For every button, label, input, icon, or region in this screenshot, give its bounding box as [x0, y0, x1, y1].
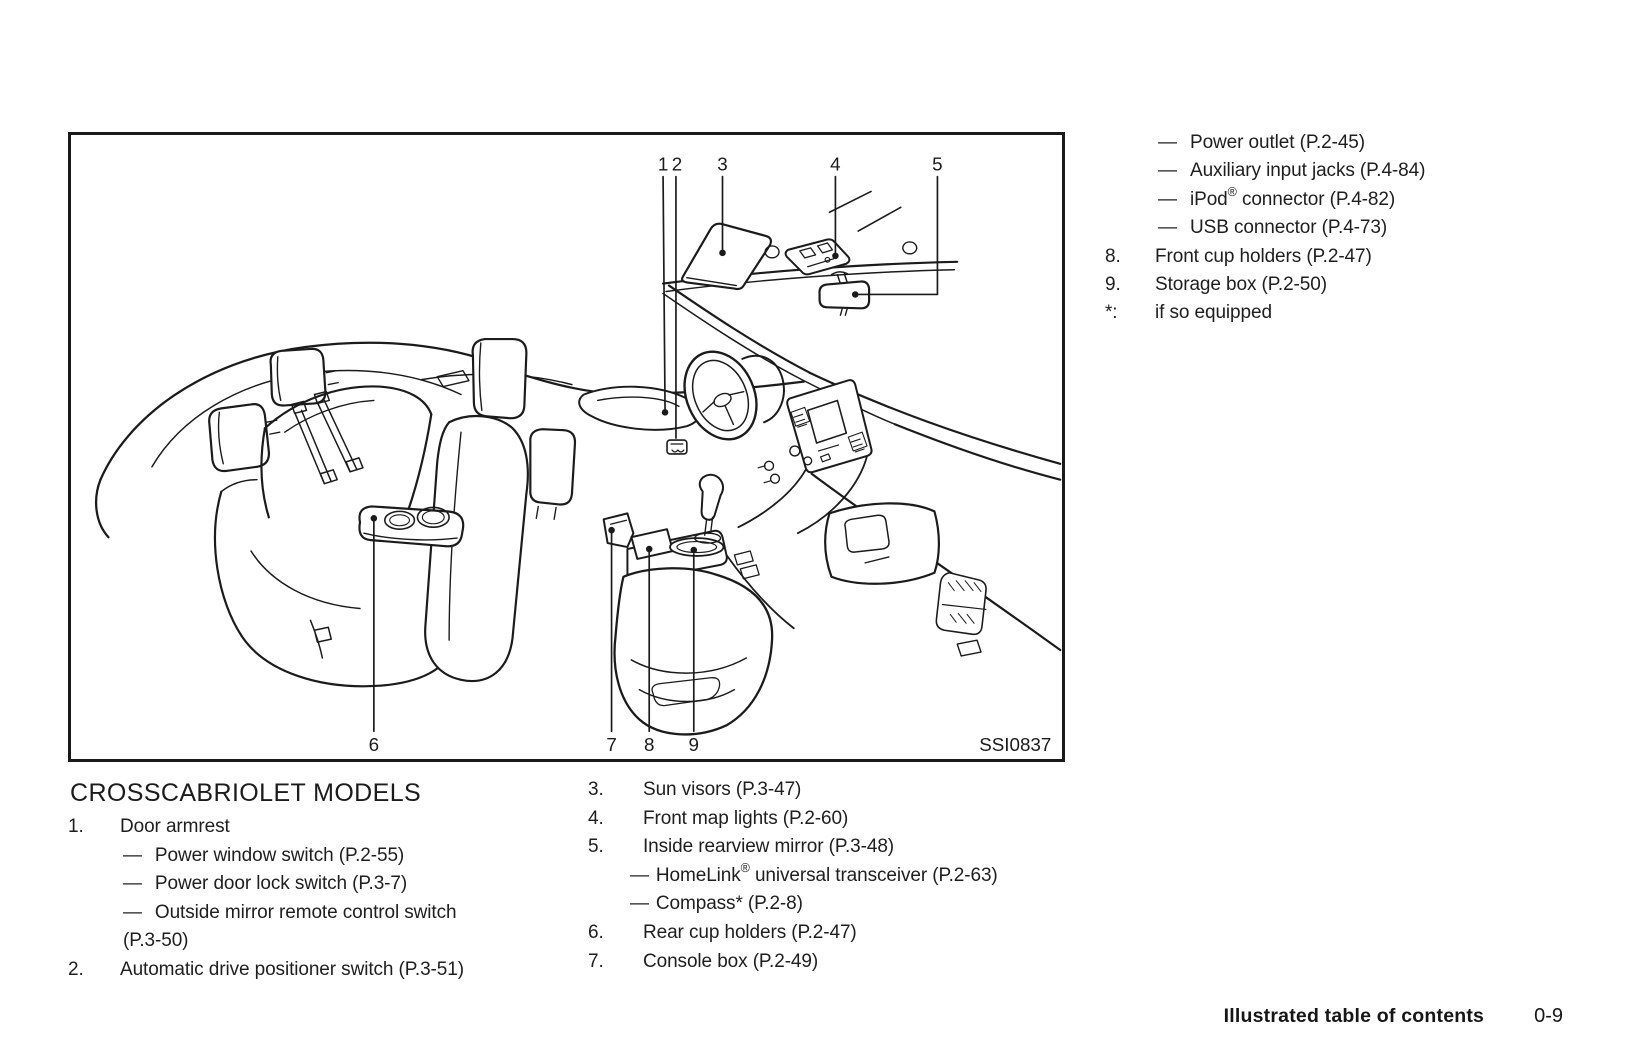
rear-armrest-cupholders: [359, 506, 463, 546]
number-marker: 5.: [588, 836, 604, 858]
figure-code: SSI0837: [979, 734, 1052, 756]
front-seats: [425, 339, 575, 681]
dash-marker: —: [1158, 132, 1177, 153]
list-item: [123, 899, 465, 956]
dash-marker: —: [1158, 160, 1177, 182]
callout-3: 3: [717, 153, 728, 175]
front-seatback: [425, 416, 528, 681]
list-item: [1105, 214, 1585, 242]
list-item-label: Storage box (P.2-50): [1155, 274, 1327, 296]
callout-8: 8: [643, 734, 655, 756]
list-item-label: Inside rearview mirror (P.3-48): [643, 836, 895, 858]
door-armrest: [579, 387, 699, 454]
list-item-label: Console box (P.2-49): [643, 950, 819, 972]
dash-marker: —: [123, 901, 142, 923]
side-vent: [936, 573, 986, 656]
list-item: [1105, 299, 1585, 327]
number-marker: 1.: [68, 816, 84, 837]
number-marker: 3.: [588, 779, 604, 800]
number-marker: 4.: [588, 807, 604, 829]
list-item: [588, 776, 1068, 805]
list-item-label: USB connector (P.4-73): [1190, 217, 1388, 239]
rearview-mirror: [819, 272, 869, 315]
list-item-label: Front cup holders (P.2-47): [1155, 245, 1372, 267]
list-item-label: Front map lights (P.2-60): [643, 807, 849, 829]
list-item-label: Power window switch (P.2-55): [154, 844, 405, 866]
callout-6: 6: [368, 734, 380, 756]
callout-2: 2: [671, 153, 683, 175]
number-marker: 8.: [1105, 245, 1121, 267]
front-headrest-right: [530, 429, 575, 504]
list-item-label: Rear cup holders (P.2-47): [643, 921, 857, 943]
list-item: [1105, 186, 1585, 214]
footer-title: Illustrated table of contents: [1223, 1005, 1485, 1027]
illustration-frame: [68, 132, 1065, 762]
dash-marker: —: [123, 873, 142, 894]
list-item: [123, 870, 465, 899]
callout-4: 4: [830, 153, 841, 175]
page-number: 0-9: [1534, 1005, 1563, 1027]
number-marker: 9.: [1105, 274, 1121, 296]
list-item: [630, 862, 1060, 891]
steering-wheel: [671, 340, 784, 451]
sun-visor: [682, 224, 779, 289]
list-item: [1105, 129, 1585, 157]
number-marker: 6.: [588, 921, 604, 943]
list-item-label: Outside mirror remote control switch (P.3-50): [123, 901, 457, 951]
list-item-label: Power door lock switch (P.3-7): [154, 873, 408, 894]
console-box-side: [604, 513, 634, 547]
rear-seat-belts: [292, 392, 363, 658]
page-footer: [1224, 1005, 1563, 1028]
callout-5: 5: [932, 153, 943, 175]
number-marker: 7.: [588, 950, 604, 972]
car-interior-illustration: [71, 135, 1062, 759]
list-item-label: Door armrest: [120, 816, 230, 837]
list-item: [630, 890, 1060, 919]
list-item: [588, 948, 1068, 977]
callout-1: 1: [657, 153, 669, 175]
list-item: [588, 833, 1068, 862]
dash-marker: —: [630, 893, 649, 915]
section-left-column: [68, 813, 498, 984]
shift-lever: [700, 475, 723, 520]
list-item-label: Sun visors (P.3-47): [643, 779, 802, 800]
registered-mark: ®: [740, 861, 750, 876]
continued-list: [1105, 129, 1585, 328]
list-item: [1105, 271, 1585, 299]
callout-9: 9: [688, 734, 700, 756]
dash-marker: —: [1158, 217, 1177, 239]
registered-mark: ®: [1227, 185, 1237, 200]
list-item: [1105, 157, 1585, 185]
list-item: [68, 813, 498, 842]
rear-headrest-left: [209, 404, 269, 471]
dash-marker: —: [1158, 188, 1177, 210]
list-item-label: Automatic drive positioner switch (P.3-51): [120, 958, 464, 980]
list-item-label: iPod® connector (P.4-82): [1190, 185, 1396, 210]
list-item-label: Auxiliary input jacks (P.4-84): [1190, 160, 1426, 182]
dash-marker: —: [630, 864, 649, 886]
section-middle-column: [588, 776, 1068, 976]
asterisk-marker: *:: [1105, 302, 1118, 324]
drive-positioner-switch: [667, 440, 687, 454]
list-item: [588, 805, 1068, 834]
list-item: [68, 956, 498, 985]
list-item-label: HomeLink® universal transceiver (P.2-63): [655, 861, 998, 886]
list-item: [123, 842, 465, 871]
section-heading: CROSSCABRIOLET MODELS: [70, 779, 422, 807]
list-item-label: Power outlet (P.2-45): [1190, 132, 1365, 153]
list-item-label: if so equipped: [1155, 302, 1272, 324]
list-item-label: Compass* (P.2-8): [655, 893, 803, 915]
callout-7: 7: [606, 734, 617, 756]
dash-marker: —: [123, 844, 142, 866]
list-item: [1105, 243, 1585, 271]
number-marker: 2.: [68, 958, 84, 980]
list-item: [588, 919, 1068, 948]
